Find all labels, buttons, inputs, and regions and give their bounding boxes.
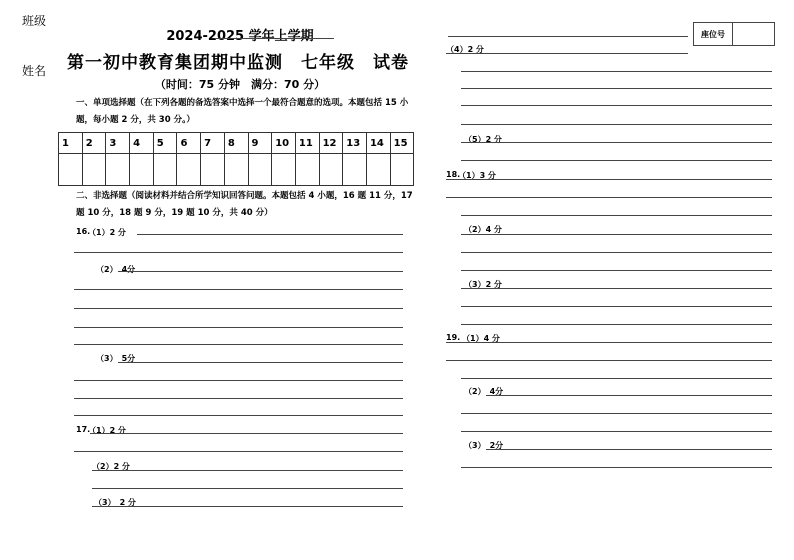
answer-grid-number: 2: [82, 133, 106, 154]
q18-part2-label: （2）4 分: [464, 225, 502, 234]
class-label: 班级: [22, 14, 47, 28]
answer-line[interactable]: [446, 342, 772, 343]
q16-part3-label: （3） 5分: [96, 354, 136, 363]
answer-line[interactable]: [461, 378, 772, 379]
answer-grid-number: 3: [106, 133, 130, 154]
answer-line[interactable]: [74, 451, 403, 452]
answer-grid-number: 4: [130, 133, 154, 154]
answer-line[interactable]: [461, 234, 772, 235]
answer-grid-number: 15: [390, 133, 414, 154]
answer-line[interactable]: [446, 179, 772, 180]
section1-instructions: 一、单项选择题（在下列各题的备选答案中选择一个最符合题意的选项。本题包括 15 小题，每小题 2 分，共 30 分。）: [76, 98, 409, 125]
q17-part1-label: （1）2 分: [88, 426, 126, 435]
exam-meta: （时间：75 分钟 满分：70 分）: [154, 78, 326, 91]
answer-line[interactable]: [448, 36, 688, 37]
answer-line[interactable]: [461, 324, 772, 325]
seat-number-box: [693, 22, 775, 46]
term-underline: [216, 38, 334, 39]
answer-cell[interactable]: [319, 154, 343, 186]
answer-line[interactable]: [137, 234, 403, 235]
answer-grid-number: 14: [366, 133, 390, 154]
answer-line[interactable]: [461, 71, 772, 72]
answer-line[interactable]: [446, 53, 688, 54]
answer-line[interactable]: [446, 360, 772, 361]
answer-line[interactable]: [461, 124, 772, 125]
answer-line[interactable]: [461, 160, 772, 161]
answer-grid-number: 8: [224, 133, 248, 154]
answer-grid-number: 7: [201, 133, 225, 154]
q16-part2-label: （2） 4分: [96, 265, 136, 274]
name-label: 姓名: [22, 64, 47, 78]
answer-cell[interactable]: [272, 154, 296, 186]
answer-line[interactable]: [74, 415, 403, 416]
q18-part3-label: （3）2 分: [464, 280, 502, 289]
answer-cell[interactable]: [224, 154, 248, 186]
answer-line[interactable]: [118, 271, 403, 272]
answer-line[interactable]: [74, 344, 403, 345]
answer-line[interactable]: [461, 467, 772, 468]
q18-number: 18.: [446, 170, 461, 179]
q19-part3-label: （3） 2分: [464, 441, 504, 450]
answer-line[interactable]: [74, 308, 403, 309]
answer-line[interactable]: [92, 488, 403, 489]
answer-line[interactable]: [90, 433, 403, 434]
answer-line[interactable]: [461, 431, 772, 432]
q19-number: 19.: [446, 333, 461, 342]
answer-line[interactable]: [118, 362, 403, 363]
answer-grid-number: 9: [248, 133, 272, 154]
answer-cell[interactable]: [295, 154, 319, 186]
answer-line[interactable]: [74, 289, 403, 290]
q16-number: 16.: [76, 227, 91, 236]
seat-number-field[interactable]: [733, 23, 774, 45]
answer-cell[interactable]: [130, 154, 154, 186]
answer-grid-number: 13: [343, 133, 367, 154]
answer-cell[interactable]: [343, 154, 367, 186]
answer-line[interactable]: [461, 88, 772, 89]
answer-cell[interactable]: [366, 154, 390, 186]
answer-line[interactable]: [74, 327, 403, 328]
answer-line[interactable]: [461, 306, 772, 307]
answer-line[interactable]: [461, 105, 772, 106]
answer-line[interactable]: [461, 270, 772, 271]
answer-cell[interactable]: [177, 154, 201, 186]
answer-grid-number: 5: [153, 133, 177, 154]
answer-grid: [58, 132, 414, 186]
answer-line[interactable]: [92, 506, 403, 507]
answer-grid-number: 12: [319, 133, 343, 154]
seat-number-label: 座位号: [694, 23, 733, 45]
q17-part3-label: （3） 2 分: [94, 498, 136, 507]
q17-part5-label: （5）2 分: [464, 135, 502, 144]
q19-part2-label: （2） 4分: [464, 387, 504, 396]
answer-line[interactable]: [74, 380, 403, 381]
answer-line[interactable]: [74, 398, 403, 399]
answer-line[interactable]: [461, 142, 772, 143]
answer-cell[interactable]: [248, 154, 272, 186]
q17-part2-label: （2）2 分: [92, 462, 130, 471]
answer-line[interactable]: [486, 449, 772, 450]
term-heading: 2024-2025 学年上学期: [166, 29, 314, 44]
answer-grid-number: 11: [295, 133, 319, 154]
page-title: 第一初中教育集团期中监测 七年级 试卷: [67, 53, 409, 73]
q18-part1-label: （1）3 分: [458, 171, 496, 180]
answer-cell[interactable]: [106, 154, 130, 186]
answer-line[interactable]: [461, 413, 772, 414]
answer-cell[interactable]: [82, 154, 106, 186]
q17-number: 17.: [76, 425, 91, 434]
answer-grid-number: 10: [272, 133, 296, 154]
answer-grid-number: 6: [177, 133, 201, 154]
answer-cell[interactable]: [390, 154, 414, 186]
answer-line[interactable]: [461, 215, 772, 216]
section2-instructions: 二、非选择题（阅读材料并结合所学知识回答问题。本题包括 4 小题，16 题 11 分，17 题 10 分，18 题 9 分，19 题 10 分，共 40 分）: [76, 191, 413, 218]
answer-line[interactable]: [446, 197, 772, 198]
answer-line[interactable]: [461, 252, 772, 253]
answer-line[interactable]: [92, 470, 403, 471]
q17-part4-label: （4）2 分: [446, 45, 484, 54]
q16-part1-label: （1）2 分: [88, 228, 126, 237]
answer-line[interactable]: [461, 288, 772, 289]
answer-cell[interactable]: [201, 154, 225, 186]
answer-cell[interactable]: [153, 154, 177, 186]
q19-part1-label: （1）4 分: [462, 334, 500, 343]
answer-cell[interactable]: [59, 154, 83, 186]
answer-grid-number: 1: [59, 133, 83, 154]
answer-line[interactable]: [486, 395, 772, 396]
answer-line[interactable]: [74, 252, 403, 253]
